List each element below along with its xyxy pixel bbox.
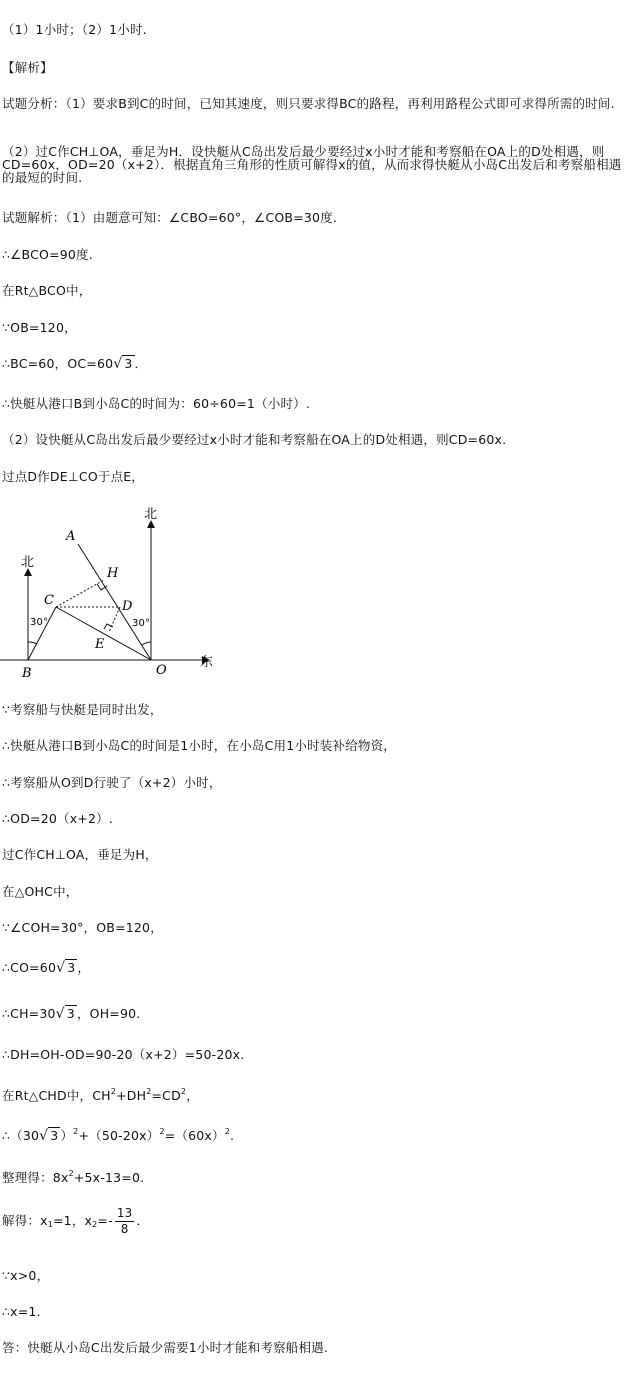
point-O-label: O [156, 663, 167, 678]
superscript: 2 [224, 1127, 231, 1136]
text-segment: =- [97, 1213, 113, 1228]
superscript: 2 [146, 1087, 152, 1096]
analysis-paragraph-1: 试题分析：（1）要求B到C的时间，已知其速度，则只要求得BC的路程，再利用路程公式即可求得所需的时间. [2, 96, 615, 111]
solution-line-24: ∴x=1. [2, 1304, 41, 1319]
point-E-label: E [95, 637, 105, 652]
solution-line-14: 在△OHC中， [2, 884, 79, 899]
answer-line: （1）1小时；（2）1小时. [2, 22, 147, 37]
text-segment: +5x-13=0. [73, 1170, 145, 1185]
text-segment: ） [60, 1128, 74, 1143]
solution-line-13: 过C作CH⊥OA，垂足为H， [2, 847, 158, 862]
sqrt-expression: √ 3 [113, 356, 133, 372]
subscript: 1 [47, 1220, 53, 1229]
final-answer-line: 答：快艇从小岛C出发后最少需要1小时才能和考察船相遇. [2, 1340, 329, 1355]
analysis-header: 【解析】 [2, 60, 53, 75]
text-segment: =（60x） [164, 1128, 225, 1143]
superscript: 2 [68, 1169, 74, 1178]
text-segment: ． [136, 1213, 150, 1228]
solution-line-19 [2, 1084, 199, 1103]
solution-line-2: ∴∠BCO=90度. [2, 247, 93, 262]
point-B-label: B [22, 666, 32, 680]
right-angle-mark-E [104, 624, 113, 629]
text-segment: ． [134, 356, 148, 371]
fraction-numerator: 13 [116, 1206, 133, 1220]
superscript: 2 [73, 1127, 79, 1136]
sqrt-expression: √ 3 [55, 1006, 75, 1022]
text-segment: 在Rt△CHD中，CH [2, 1088, 111, 1103]
fraction-denominator: 8 [120, 1222, 129, 1236]
dashed-DE [109, 607, 120, 632]
text-segment: =1，x [53, 1213, 93, 1228]
text-segment: ∴CO=60 [2, 960, 57, 975]
solution-line-22 [2, 1206, 149, 1237]
angle-arc-B [28, 642, 37, 644]
north-label-left: 北 [21, 555, 35, 570]
solution-line-20 [2, 1124, 234, 1144]
text-segment: ，OH=90. [76, 1006, 141, 1021]
dashed-CH [56, 580, 104, 607]
superscript: 2 [110, 1087, 117, 1096]
solution-line-18: ∴DH=OH-OD=90-20（x+2）=50-20x. [2, 1047, 245, 1062]
text-segment: 整理得：8x [2, 1170, 69, 1185]
sqrt-radicand: 3 [66, 1006, 75, 1021]
solution-line-21 [2, 1166, 144, 1185]
sqrt-expression: √ 3 [56, 960, 76, 976]
fraction [115, 1206, 135, 1237]
superscript: 2 [180, 1087, 187, 1096]
solution-line-15: ∵∠COH=30°，OB=120， [2, 920, 163, 935]
solution-line-16 [2, 960, 90, 976]
angle-label-right: 30° [132, 618, 151, 629]
east-label: 东 [200, 655, 214, 670]
solution-line-9: ∵考察船与快艇是同时出发， [2, 702, 163, 717]
text-segment: ∴CH=30 [2, 1006, 56, 1021]
point-H-label: H [107, 566, 119, 581]
text-segment: +（50-20x） [78, 1128, 160, 1143]
line-CO [56, 607, 151, 660]
analysis-paragraph-2: （2）过C作CH⊥OA，垂足为H．设快艇从C岛出发后最少要经过x小时才能和考察船在OA上的D处相遇，则CD=60x，OD=20（x+2）．根据直角三角形的性质可解得x的值，从而求得快艇从小岛C出发后和考察船相遇的最短的时间. [2, 144, 622, 185]
text-segment: =CD [151, 1088, 181, 1103]
text-segment: ， [77, 960, 91, 975]
solution-line-10: ∴快艇从港口B到小岛C的时间是1小时，在小岛C用1小时装补给物资， [2, 738, 396, 753]
point-D-label: D [122, 599, 133, 614]
sqrt-radicand: 3 [124, 356, 133, 371]
geometry-figure [0, 500, 240, 680]
angle-label-left: 30° [30, 617, 49, 628]
text-segment: ， [186, 1088, 199, 1103]
solution-line-12: ∴OD=20（x+2）. [2, 811, 113, 826]
subscript: 2 [92, 1220, 98, 1229]
solution-line-7: （2）设快艇从C岛出发后最少要经过x小时才能和考察船在OA上的D处相遇，则CD=60x. [2, 432, 507, 447]
text-segment: 解得：x [2, 1213, 48, 1228]
solution-line-23: ∵x>0， [2, 1268, 50, 1283]
line-AO [78, 544, 151, 660]
sqrt-radicand: 3 [50, 1128, 59, 1143]
angle-arc-O [142, 642, 151, 645]
text-segment: +DH [116, 1088, 147, 1103]
text-segment: ∴（30 [2, 1128, 40, 1143]
right-angle-mark-H [97, 584, 107, 590]
solution-line-4: ∵OB=120， [2, 320, 77, 335]
text-segment: . [230, 1128, 235, 1143]
line-BC [28, 607, 56, 660]
solution-line-3: 在Rt△BCO中， [2, 283, 92, 298]
solution-line-1: 试题解析：（1）由题意可知：∠CBO=60°，∠COB=30度. [2, 210, 338, 225]
point-C-label: C [44, 593, 55, 608]
solution-line-11: ∴考察船从O到D行驶了（x+2）小时， [2, 775, 222, 790]
sqrt-expression: √ 3 [39, 1128, 59, 1144]
solution-line-6: ∴快艇从港口B到小岛C的时间为：60÷60=1（小时）. [2, 396, 311, 411]
solution-line-8: 过点D作DE⊥CO于点E， [2, 469, 145, 484]
solution-line-17 [2, 1006, 140, 1022]
text-segment: ∴BC=60，OC=60 [2, 356, 114, 371]
solution-line-5 [2, 356, 147, 372]
north-label-right: 北 [144, 507, 158, 522]
point-A-label: A [66, 529, 76, 544]
sqrt-radicand: 3 [67, 960, 76, 975]
superscript: 2 [159, 1127, 165, 1136]
